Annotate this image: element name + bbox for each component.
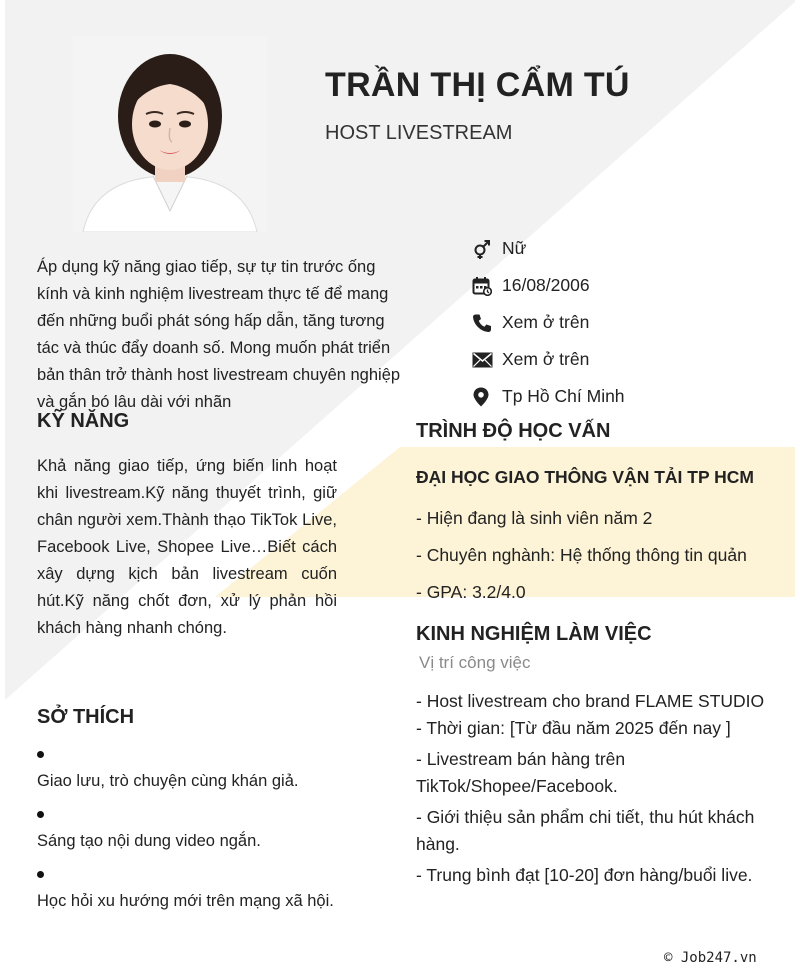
experience-heading: KINH NGHIỆM LÀM VIỆC (416, 623, 652, 645)
career-objective: Áp dụng kỹ năng giao tiếp, sự tự tin trước ống kính và kinh nghiệm livestream thực tế để mang đến những buổi phát sóng hấp dẫn, tăng tương tác và thúc đẩy doanh số. Mong muốn phát triển bản thân trở thành host livestream chuyên nghiệp và gắn bó lâu dài với nhãn (37, 258, 401, 411)
phone-icon (472, 312, 502, 334)
bullet-icon (37, 861, 337, 888)
contact-info (472, 230, 772, 415)
hobby-text: Sáng tạo nội dung video ngắn. (37, 832, 261, 850)
bullet-icon (37, 801, 337, 828)
experience-line: - Host livestream cho brand FLAME STUDIO (416, 691, 765, 711)
job-title: HOST LIVESTREAM (325, 122, 513, 144)
contact-phone-text: Xem ở trên (502, 312, 590, 332)
contact-gender-text: Nữ (502, 238, 527, 258)
education-line: - GPA: 3.2/4.0 (416, 582, 526, 602)
contact-location-text: Tp Hồ Chí Minh (502, 386, 625, 406)
skills-text: Khả năng giao tiếp, ứng biến linh hoạt khi livestream.Kỹ năng thuyết trình, giữ chân người xem.Thành thạo TikTok Live, Facebook Live, Shopee Live…Biết cách xây dựng kịch bản livestream cuốn hút.Kỹ năng chốt đơn, xử lý phản hồi khách hàng nhanh chóng. (37, 457, 337, 637)
calendar-icon (472, 275, 502, 297)
bullet-icon (37, 741, 337, 768)
email-icon (472, 349, 502, 371)
education-line: - Hiện đang là sinh viên năm 2 (416, 508, 653, 528)
gender-icon (472, 238, 502, 260)
candidate-name: TRẦN THỊ CẨM TÚ (325, 66, 630, 104)
education-line: - Chuyên nghành: Hệ thống thông tin quản (416, 545, 747, 565)
list-item (37, 861, 337, 915)
contact-birthdate (472, 267, 772, 304)
experience-line: - Livestream bán hàng trên TikTok/Shopee/Facebook. (416, 749, 626, 796)
list-item (37, 801, 337, 855)
education-heading: TRÌNH ĐỘ HỌC VẤN (416, 420, 611, 442)
experience-line: - Thời gian: [Từ đầu năm 2025 đến nay ] (416, 718, 731, 738)
hobby-text: Học hỏi xu hướng mới trên mạng xã hội. (37, 892, 334, 910)
contact-phone (472, 304, 772, 341)
location-icon (472, 386, 502, 408)
contact-gender (472, 230, 772, 267)
contact-location (472, 378, 772, 415)
footer-watermark: © Job247.vn (664, 950, 757, 966)
hobbies-list (37, 741, 337, 915)
hobbies-heading: SỞ THÍCH (37, 706, 135, 728)
school-name: ĐẠI HỌC GIAO THÔNG VẬN TẢI TP HCM (416, 467, 755, 487)
contact-email (472, 341, 772, 378)
hobby-text: Giao lưu, trò chuyện cùng khán giả. (37, 772, 299, 790)
contact-birthdate-text: 16/08/2006 (502, 275, 590, 295)
contact-email-text: Xem ở trên (502, 349, 590, 369)
job-position-placeholder: Vị trí công việc (419, 653, 531, 672)
experience-line: - Trung bình đạt [10-20] đơn hàng/buổi live. (416, 865, 753, 885)
list-item (37, 741, 337, 795)
experience-line: - Giới thiệu sản phẩm chi tiết, thu hút khách hàng. (416, 807, 755, 854)
experience-details (416, 688, 781, 893)
skills-heading: KỸ NĂNG (37, 410, 130, 432)
profile-photo (73, 36, 267, 232)
education-details (416, 505, 786, 616)
